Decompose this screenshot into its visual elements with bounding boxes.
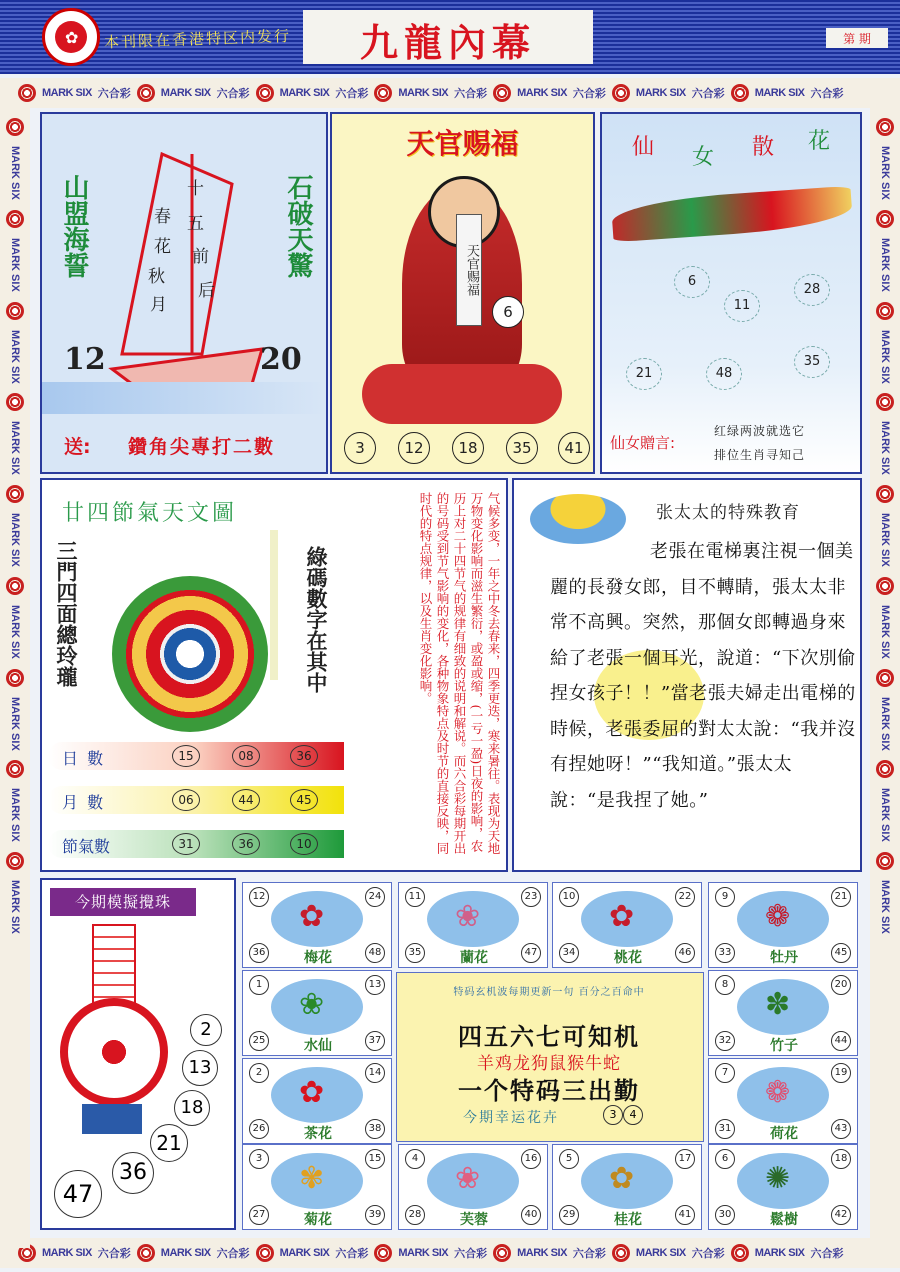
- day-value: 36: [290, 745, 318, 767]
- flower-number: 47: [521, 943, 541, 963]
- story-title: 张太太的特殊教育: [656, 503, 800, 523]
- left-verse: 山盟海誓: [59, 174, 89, 278]
- flower-number: 44: [831, 1031, 851, 1051]
- flower-card: [552, 1144, 702, 1230]
- flower-ornament-icon: [876, 210, 894, 228]
- flower-ornament-icon: [137, 84, 155, 102]
- mark-six-logo: 六合彩: [454, 87, 488, 100]
- blessing-number: 18: [452, 432, 484, 464]
- flower-number: 29: [559, 1205, 579, 1225]
- flower-ornament-icon: [876, 393, 894, 411]
- gift-label: 仙女贈言:: [610, 434, 676, 452]
- fairy-number: 48: [706, 358, 742, 390]
- flower-ornament-icon: [731, 84, 749, 102]
- flower-ornament-icon: [6, 852, 24, 870]
- page-title: 九龍內幕: [359, 20, 536, 65]
- fairy-title-char: 仙: [632, 135, 655, 160]
- solar-wheel-icon: [112, 576, 268, 732]
- flower-icon: ✿: [299, 899, 325, 934]
- flower-ornament-icon: [876, 118, 894, 136]
- ball-tube-icon: [92, 924, 136, 1008]
- mark-six-text: MARK SIX: [9, 696, 21, 751]
- mark-six-text: MARK SIX: [879, 146, 891, 200]
- fairy-number: 28: [794, 274, 830, 306]
- border-left: [0, 108, 30, 1248]
- flower-name: 荷花: [770, 1126, 798, 1142]
- flower-number: 12: [249, 887, 269, 907]
- children-icon: [362, 364, 562, 424]
- fairy-title-char: 散: [752, 135, 775, 160]
- number-right: 20: [260, 342, 302, 377]
- ship-char: 后: [198, 281, 215, 301]
- flower-ornament-icon: [612, 84, 630, 102]
- mark-six-text: MARK SIX: [754, 1247, 805, 1259]
- right-verse: 石破天驚: [283, 174, 313, 278]
- mark-six-text: MARK SIX: [879, 696, 891, 751]
- month-value: 44: [232, 789, 260, 811]
- mark-six-logo: 六合彩: [97, 87, 131, 100]
- flower-number: 20: [831, 975, 851, 995]
- flower-icon: ❀: [455, 899, 481, 934]
- mark-six-text: MARK SIX: [879, 604, 891, 659]
- flower-number: 48: [365, 943, 385, 963]
- mark-six-logo: 六合彩: [572, 87, 606, 100]
- mark-six-logo: 六合彩: [335, 87, 369, 100]
- fairy-number: 21: [626, 358, 662, 390]
- issue-number: 第 期: [843, 32, 871, 46]
- flower-name: 鬆樹: [770, 1212, 798, 1228]
- flower-number: 36: [249, 943, 269, 963]
- ship-char: 秋: [148, 267, 165, 287]
- fairy-title-char: 花: [808, 129, 831, 154]
- mark-six-text: MARK SIX: [9, 329, 21, 384]
- flower-card: [708, 970, 858, 1056]
- flower-number: 33: [715, 943, 735, 963]
- mark-six-text: MARK SIX: [879, 880, 891, 935]
- flower-number: 24: [365, 887, 385, 907]
- blessing-panel: [330, 112, 595, 474]
- flower-ornament-icon: [6, 302, 24, 320]
- flower-ornament-icon: [876, 485, 894, 503]
- blessing-number: 35: [506, 432, 538, 464]
- fairy-number: 6: [674, 266, 710, 298]
- flower-card: [552, 882, 702, 968]
- flower-number: 2: [249, 1063, 269, 1083]
- blessing-title: 天官赐福: [406, 127, 519, 160]
- border-top: [0, 78, 900, 108]
- mark-six-text: MARK SIX: [9, 237, 21, 292]
- blessing-number: 12: [398, 432, 430, 464]
- flower-number: 42: [831, 1205, 851, 1225]
- flower-ornament-icon: [876, 577, 894, 595]
- draw-number: 36: [112, 1152, 154, 1194]
- draw-number: 18: [174, 1090, 210, 1126]
- mark-six-text: MARK SIX: [398, 1247, 449, 1259]
- gift-line: 红绿两波就选它: [714, 424, 806, 438]
- mark-six-text: MARK SIX: [279, 87, 330, 99]
- border-right: [870, 108, 900, 1248]
- flower-number: 9: [715, 887, 735, 907]
- flower-name: 茶花: [304, 1126, 332, 1142]
- flower-number: 7: [715, 1063, 735, 1083]
- flower-number: 6: [715, 1149, 735, 1169]
- header-note: 本刊限在香港特区内发行: [103, 26, 292, 52]
- mark-six-logo: 六合彩: [454, 1247, 488, 1260]
- flower-icon: ❁: [765, 899, 791, 934]
- flower-number: 26: [249, 1119, 269, 1139]
- mark-six-text: MARK SIX: [879, 421, 891, 476]
- draw-number: 13: [182, 1050, 218, 1086]
- center-line2: 羊鸡龙狗鼠猴牛蛇: [477, 1054, 621, 1074]
- mark-six-text: MARK SIX: [160, 87, 211, 99]
- flower-ornament-icon: [731, 1244, 749, 1262]
- term-value: 10: [290, 833, 318, 855]
- flower-card: [708, 882, 858, 968]
- fairy-number: 11: [724, 290, 760, 322]
- flower-number: 4: [405, 1149, 425, 1169]
- flower-number: 39: [365, 1205, 385, 1225]
- term-value: 36: [232, 833, 260, 855]
- flower-icon: ✿: [609, 1161, 635, 1196]
- mark-six-text: MARK SIX: [9, 421, 21, 476]
- flower-ornament-icon: [6, 485, 24, 503]
- flower-number: 32: [715, 1031, 735, 1051]
- flower-number: 8: [715, 975, 735, 995]
- flower-name: 竹子: [770, 1038, 798, 1054]
- badge-number: 6: [492, 296, 524, 328]
- center-line3: 一个特码三出勤: [458, 1076, 640, 1105]
- mark-six-logo: 六合彩: [216, 87, 250, 100]
- center-note: 特码玄机波每期更新一句 百分之百命中: [453, 987, 645, 998]
- draw-number: 21: [150, 1124, 188, 1162]
- flower-ornament-icon: [256, 1244, 274, 1262]
- flower-number: 15: [365, 1149, 385, 1169]
- mark-six-text: MARK SIX: [517, 87, 567, 99]
- flower-icon: ❀: [299, 987, 325, 1022]
- month-value: 45: [290, 789, 318, 811]
- ship-char: 十: [187, 179, 204, 199]
- luck-number: 4: [623, 1105, 643, 1125]
- flower-ornament-icon: [876, 760, 894, 778]
- flower-card: [398, 882, 548, 968]
- mark-six-logo: 六合彩: [810, 87, 844, 100]
- ship-char: 前: [192, 247, 209, 267]
- right-vertical-verse: 綠碼數字在其中: [304, 546, 329, 693]
- flower-number: 45: [831, 943, 851, 963]
- flower-icon: ✿: [299, 1075, 325, 1110]
- month-value: 06: [172, 789, 200, 811]
- term-value: 31: [172, 833, 200, 855]
- flower-number: 43: [831, 1119, 851, 1139]
- solar-paragraph: 气候多变，一年之中冬去春来，四季更迭，寒来暑往。表现为天地万物变化影响而滋生繁衍，或盈或缩，(一亏一盈)日夜的影响，农历上对二十四节气的规律有细致的说明和解说。而六合彩每期开出的号码受到节气影响的变化，各种物象特点及时节的直接反映，同时代的特点规律，以及生肖变化影响。: [418, 492, 501, 855]
- flying-fairy-icon: [611, 186, 853, 243]
- ship-panel: [40, 112, 328, 474]
- flower-ornament-icon: [6, 210, 24, 228]
- flower-name: 水仙: [304, 1038, 332, 1054]
- flower-card: [708, 1144, 858, 1230]
- luck-label: 今期幸运花卉: [463, 1110, 559, 1126]
- story-text: 老張在電梯裏注視一個美麗的長發女郎，目不轉睛，張太太非常不高興。突然，那個女郎轉過身來給了老張一個耳光，說道：“下次別偷捏女孩子！！”當老張夫婦走出電梯的時候，老張委屈的對太太說：“我并沒有捏她呀！”“我知道。”張太太說：“是我捏了她。”: [550, 541, 856, 811]
- ship-char: 春: [154, 207, 171, 227]
- flower-ornament-icon: [876, 669, 894, 687]
- mark-six-text: MARK SIX: [9, 604, 21, 659]
- mark-six-text: MARK SIX: [635, 1247, 686, 1259]
- flower-number: 35: [405, 943, 425, 963]
- flower-ornament-icon: [612, 1244, 630, 1262]
- flower-card: [242, 1144, 392, 1230]
- draw-number: 47: [54, 1170, 102, 1218]
- flower-number: 41: [675, 1205, 695, 1225]
- ship-char: 月: [150, 295, 167, 315]
- flower-number: 11: [405, 887, 425, 907]
- flower-ornament-icon: [493, 84, 511, 102]
- flower-ornament-icon: [6, 760, 24, 778]
- mark-six-text: MARK SIX: [279, 1247, 330, 1259]
- flower-ornament-icon: [876, 302, 894, 320]
- flower-name: 蘭花: [460, 950, 488, 966]
- flower-number: 13: [365, 975, 385, 995]
- flower-name: 桂花: [614, 1212, 642, 1228]
- flower-icon: ✿: [609, 899, 635, 934]
- flower-number: 37: [365, 1031, 385, 1051]
- blue-band: [42, 382, 326, 414]
- flower-number: 30: [715, 1205, 735, 1225]
- border-bottom: [0, 1238, 900, 1268]
- flower-ornament-icon: [374, 1244, 392, 1262]
- number-left: 12: [64, 342, 106, 377]
- flower-number: 10: [559, 887, 579, 907]
- mark-six-logo: 六合彩: [810, 1247, 844, 1260]
- flower-number: 18: [831, 1149, 851, 1169]
- mark-six-text: MARK SIX: [9, 146, 21, 200]
- flower-ornament-icon: [137, 1244, 155, 1262]
- fairy-number: 35: [794, 346, 830, 378]
- flower-ornament-icon: [493, 1244, 511, 1262]
- flower-number: 25: [249, 1031, 269, 1051]
- mark-six-text: MARK SIX: [517, 1247, 567, 1259]
- flower-name: 梅花: [304, 950, 332, 966]
- wheel-shadow: [270, 530, 278, 680]
- simulated-draw-panel: [40, 878, 236, 1230]
- flower-number: 19: [831, 1063, 851, 1083]
- flower-ornament-icon: [6, 669, 24, 687]
- mark-six-text: MARK SIX: [754, 87, 805, 99]
- mark-six-logo: 六合彩: [691, 87, 725, 100]
- mark-six-text: MARK SIX: [9, 880, 21, 935]
- solar-title: 廿四節氣天文圖: [62, 501, 238, 526]
- solar-terms-panel: [40, 478, 508, 872]
- flower-name: 芙蓉: [460, 1212, 488, 1228]
- flower-ornament-icon: [6, 118, 24, 136]
- mark-six-logo: 六合彩: [97, 1247, 131, 1260]
- flower-name: 桃花: [614, 950, 642, 966]
- mark-six-text: MARK SIX: [42, 87, 92, 99]
- flower-number: 21: [831, 887, 851, 907]
- flower-card: [398, 1144, 548, 1230]
- draw-machine-icon: [60, 998, 168, 1106]
- gift-line: 排位生肖寻知己: [714, 448, 806, 462]
- mark-six-text: MARK SIX: [879, 788, 891, 843]
- flower-name: 菊花: [304, 1212, 332, 1228]
- day-label: 日 數: [62, 749, 106, 768]
- mark-six-text: MARK SIX: [398, 87, 449, 99]
- send-label: 送:: [64, 436, 91, 458]
- flower-number: 17: [675, 1149, 695, 1169]
- flower-number: 46: [675, 943, 695, 963]
- mark-six-text: MARK SIX: [635, 87, 686, 99]
- flower-ornament-icon: [18, 84, 36, 102]
- flower-ornament-icon: [256, 84, 274, 102]
- ship-char: 五: [187, 214, 204, 234]
- flower-card: [708, 1058, 858, 1144]
- flower-name: 牡丹: [770, 950, 798, 966]
- fairy-title-char: 女: [692, 145, 715, 170]
- flower-number: 40: [521, 1205, 541, 1225]
- blessing-number: 3: [344, 432, 376, 464]
- flower-card: [242, 970, 392, 1056]
- mark-six-text: MARK SIX: [879, 513, 891, 567]
- flower-number: 38: [365, 1119, 385, 1139]
- flower-icon: ❁: [765, 1075, 791, 1110]
- flower-card: [242, 882, 392, 968]
- flower-ornament-icon: [876, 852, 894, 870]
- flower-icon: ❀: [455, 1161, 481, 1196]
- machine-base-icon: [82, 1104, 142, 1134]
- mark-six-logo: 六合彩: [691, 1247, 725, 1260]
- fairy-panel: [600, 112, 862, 474]
- flower-number: 27: [249, 1205, 269, 1225]
- blessing-number: 41: [558, 432, 590, 464]
- mark-six-text: MARK SIX: [42, 1247, 92, 1259]
- luck-number: 3: [603, 1105, 623, 1125]
- flower-icon: ✽: [765, 987, 791, 1022]
- flower-card: [242, 1058, 392, 1144]
- draw-number: 2: [190, 1014, 222, 1046]
- center-box: [396, 972, 704, 1142]
- send-text: 鑽角尖專打二數: [128, 436, 276, 458]
- mark-six-text: MARK SIX: [9, 788, 21, 843]
- mark-six-logo: 六合彩: [216, 1247, 250, 1260]
- flower-number: 34: [559, 943, 579, 963]
- flower-number: 22: [675, 887, 695, 907]
- flower-ornament-icon: [6, 393, 24, 411]
- flower-number: 3: [249, 1149, 269, 1169]
- flower-icon: ✺: [765, 1161, 791, 1196]
- mark-six-text: MARK SIX: [879, 329, 891, 384]
- flower-number: 28: [405, 1205, 425, 1225]
- center-line1: 四五六七可知机: [458, 1022, 640, 1051]
- flower-number: 31: [715, 1119, 735, 1139]
- mark-six-logo: 六合彩: [335, 1247, 369, 1260]
- left-vertical-verse: 三門四面總玲瓏: [54, 540, 79, 687]
- flower-number: 1: [249, 975, 269, 995]
- scroll-banner: 天官赐福: [456, 214, 482, 326]
- term-label: 節氣數: [62, 837, 111, 856]
- ship-char: 花: [154, 237, 171, 257]
- flower-ornament-icon: [6, 577, 24, 595]
- story-panel: [512, 478, 862, 872]
- mark-six-logo: 六合彩: [572, 1247, 606, 1260]
- flower-number: 16: [521, 1149, 541, 1169]
- flower-icon: ✾: [299, 1161, 325, 1196]
- mark-six-text: MARK SIX: [879, 237, 891, 292]
- mark-six-text: MARK SIX: [160, 1247, 211, 1259]
- draw-title: 今期模擬攪珠: [50, 888, 196, 916]
- day-value: 08: [232, 745, 260, 767]
- hk-emblem-icon: ✿: [42, 8, 100, 66]
- flower-ornament-icon: [374, 84, 392, 102]
- flower-number: 5: [559, 1149, 579, 1169]
- flower-number: 14: [365, 1063, 385, 1083]
- day-value: 15: [172, 745, 200, 767]
- mark-six-text: MARK SIX: [9, 513, 21, 567]
- month-label: 月 數: [62, 793, 106, 812]
- flower-number: 23: [521, 887, 541, 907]
